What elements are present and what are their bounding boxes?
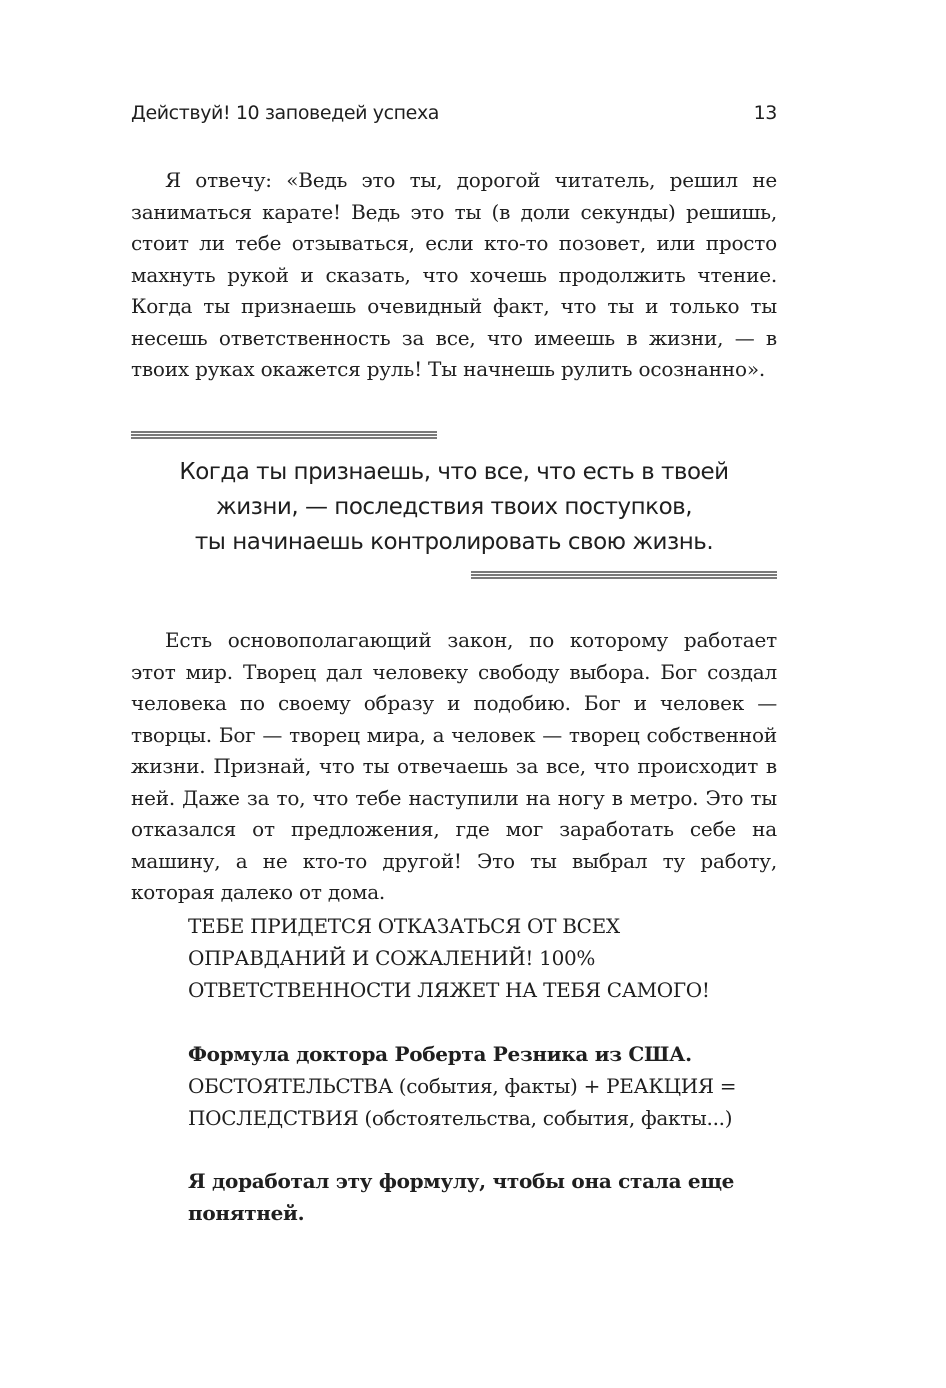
final-note-line: понятней. bbox=[188, 1201, 305, 1225]
final-note-line: Я доработал эту формулу, чтобы она стала еще bbox=[188, 1169, 735, 1193]
running-header bbox=[131, 102, 777, 132]
final-note bbox=[188, 1165, 777, 1229]
pull-quote-line: Когда ты признаешь, что все, что есть в твоей bbox=[179, 459, 729, 485]
responsibility-statement bbox=[188, 910, 777, 1006]
statement-line: ОПРАВДАНИЙ И СОЖАЛЕНИЙ! 100% bbox=[188, 946, 596, 970]
pull-quote bbox=[131, 455, 777, 560]
formula-block bbox=[188, 1038, 777, 1134]
paragraph-law: Есть основополагающий закон, по которому работает этот мир. Творец дал человеку свободу выбора. Бог создал человека по своему образу и подобию. Бог и человек — творцы. Бог — творец мира, а человек — творец собственной жизни. Признай, что ты отвечаешь за все, что происходит в ней. Даже за то, что тебе наступили на ногу в метро. Это ты отказался от предложения, где мог заработать себе на машину, а не кто-то другой! Это ты выбрал ту работу, которая далеко от дома. bbox=[131, 628, 777, 904]
statement-line: ОТВЕТСТВЕННОСТИ ЛЯЖЕТ НА ТЕБЯ САМОГО! bbox=[188, 978, 710, 1002]
paragraph-answer: Я отвечу: «Ведь это ты, дорогой читатель, решил не заниматься карате! Ведь это ты (в доли секунды) решишь, стоит ли тебе отзываться, если кто-то позовет, или просто махнуть рукой и сказать, что хочешь продолжить чтение. Когда ты признаешь очевидный факт, что ты и только ты несешь ответственность за все, что имеешь в жизни, — в твоих руках окажется руль! Ты начнешь рулить осознанно». bbox=[131, 168, 777, 381]
page-number: 13 bbox=[753, 102, 777, 124]
pull-quote-line: ты начинаешь контролировать свою жизнь. bbox=[194, 529, 714, 555]
formula-line: ОБСТОЯТЕЛЬСТВА (события, факты) + РЕАКЦИЯ = bbox=[188, 1074, 737, 1098]
formula-heading: Формула доктора Роберта Резника из США. bbox=[188, 1042, 692, 1066]
formula-line: ПОСЛЕДСТВИЯ (обстоятельства, события, факты...) bbox=[188, 1106, 733, 1130]
pull-quote-bottom-rule bbox=[471, 571, 777, 579]
pull-quote-top-rule bbox=[131, 431, 437, 439]
book-title: Действуй! 10 заповедей успеха bbox=[131, 102, 440, 124]
statement-line: ТЕБЕ ПРИДЕТСЯ ОТКАЗАТЬСЯ ОТ ВСЕХ bbox=[188, 914, 620, 938]
pull-quote-line: жизни, — последствия твоих поступков, bbox=[215, 494, 693, 520]
